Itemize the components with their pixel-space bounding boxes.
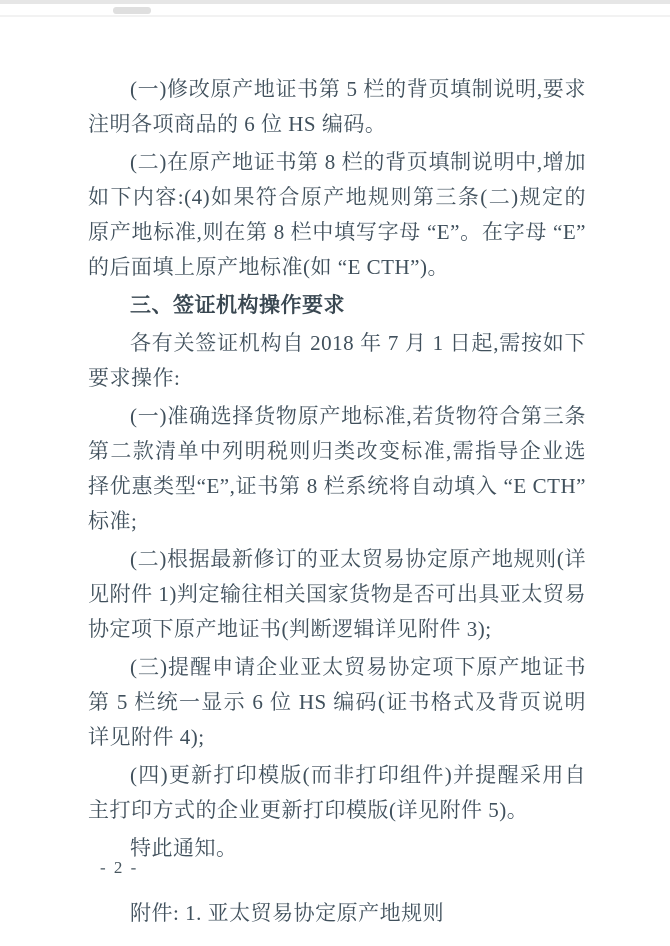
attachment-line: 附件: 1. 亚太贸易协定原产地规则: [130, 901, 445, 925]
paragraph-item-6: (三)提醒申请企业亚太贸易协定项下原产地证书第 5 栏统一显示 6 位 HS 编码(证书格式及背页说明详见附件 4);: [88, 655, 586, 749]
paragraph-item-4: (一)准确选择货物原产地标准,若货物符合第三条第二款清单中列明税则归类改变标准,需指导企业选择优惠类型“E”,证书第 8 栏系统将自动填入 “E CTH” 标准;: [88, 404, 586, 533]
scan-artifact-smudge: [113, 7, 151, 14]
paragraph-item-1: (一)修改原产地证书第 5 栏的背页填制说明,要求注明各项商品的 6 位 HS 编码。: [88, 77, 586, 136]
page-number: - 2 -: [100, 858, 139, 877]
section-heading: 三、签证机构操作要求: [130, 294, 345, 317]
document-body: [88, 72, 586, 934]
scan-artifact-faint-line: [0, 15, 670, 17]
paragraph-item-3: 各有关签证机构自 2018 年 7 月 1 日起,需按如下要求操作:: [88, 331, 586, 390]
scan-artifact-top-strip: [0, 0, 670, 4]
paragraph-item-5: (二)根据最新修订的亚太贸易协定原产地规则(详见附件 1)判定输往相关国家货物是否可出具亚太贸易协定项下原产地证书(判断逻辑详见附件 3);: [88, 547, 586, 641]
closing-line: 特此通知。: [130, 836, 238, 860]
paragraph-item-2: (二)在原产地证书第 8 栏的背页填制说明中,增加如下内容:(4)如果符合原产地规则第三条(二)规定的原产地标准,则在第 8 栏中填写字母 “E”。在字母 “E” 的后面填上原产地标准(如 “E CTH”)。: [88, 150, 586, 279]
paragraph-item-7: (四)更新打印模版(而非打印组件)并提醒采用自主打印方式的企业更新打印模版(详见附件 5)。: [88, 763, 586, 822]
